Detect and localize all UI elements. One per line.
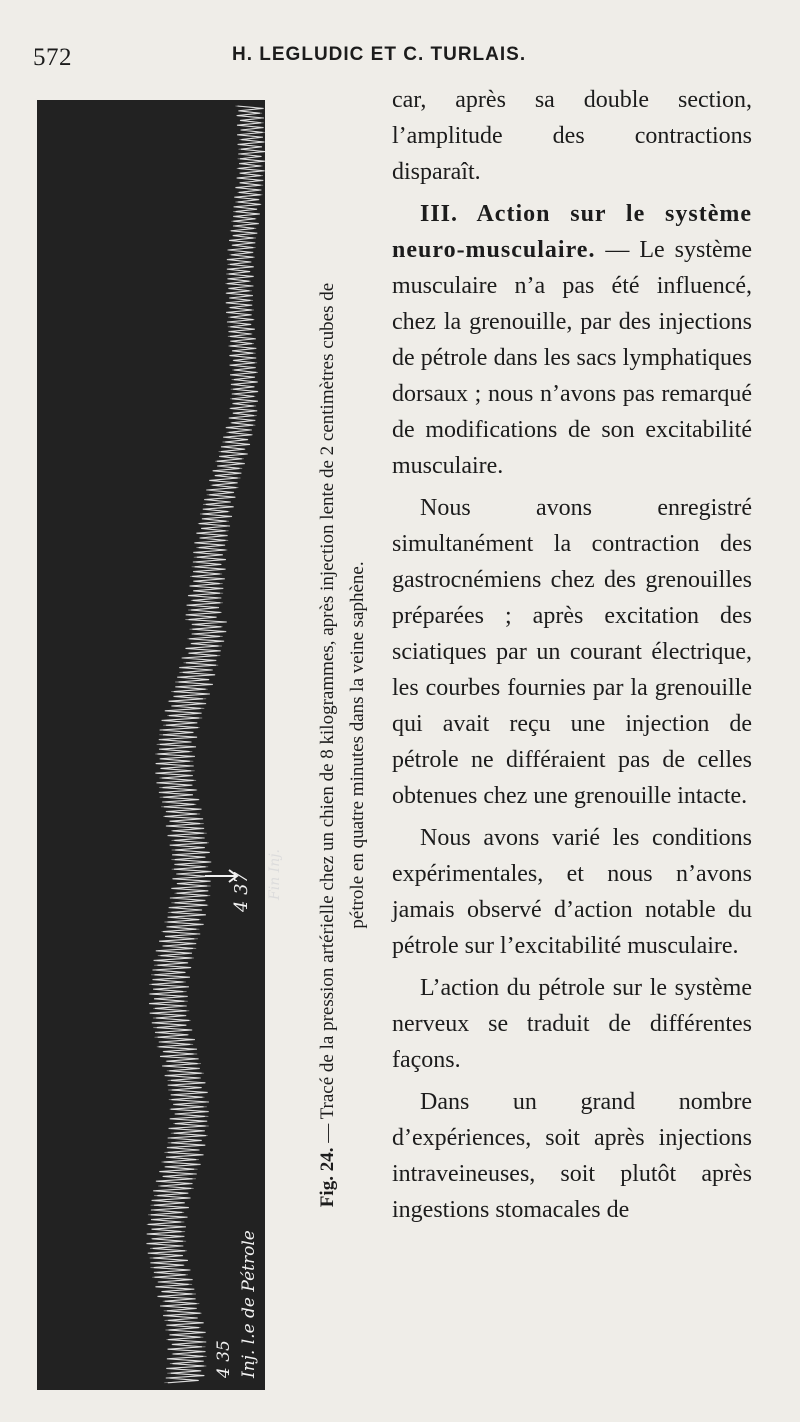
annotation-end-note: Fin Inj. (267, 849, 283, 900)
page-number: 572 (33, 44, 72, 71)
paragraph-1: car, après sa double section, l’amplitude des contractions disparaît. (392, 87, 752, 185)
paragraph-5: L’action du pétrole sur le système nerveux se traduit de différentes façons. (392, 975, 752, 1073)
caption-text-1: — Tracé de la pression artérielle chez un chien de 8 kilogrammes, après injection lente de 2 centimètres cubes de (317, 282, 338, 1148)
caption-line-2: pétrole en quatre minutes dans la veine saphène. (347, 561, 368, 929)
annotation-time-start: 4 35 (214, 1340, 234, 1378)
blood-pressure-trace (37, 100, 283, 1390)
section-heading: III. Action sur le système neuro-musculaire. (392, 201, 752, 263)
trace-figure (37, 100, 283, 1390)
figure-caption (313, 100, 373, 1390)
body-text (392, 82, 752, 1228)
paragraph-2 (392, 196, 752, 484)
paragraph-4: Nous avons varié les conditions expérimentales, et nous n’avons jamais observé d’action notable du pétrole sur l’excitabilité musculaire. (392, 825, 752, 959)
paragraph-2-text: — Le système musculaire n’a pas été influencé, chez la grenouille, par des injections de pétrole dans les sacs lymphatiques dorsaux ; nous n’avons pas remarqué de modifications de son excitabilité musculaire. (392, 237, 752, 479)
paragraph-6: Dans un grand nombre d’expériences, soit après injections intraveineuses, soit plutôt après ingestions stomacales de (392, 1089, 752, 1223)
caption-line-1 (313, 100, 343, 1390)
running-head: H. LEGLUDIC ET C. TURLAIS. (232, 44, 527, 65)
paragraph-3: Nous avons enregistré simultanément la contraction des gastrocnémiens chez des grenouilles préparées ; après excitation des sciatiques par un courant électrique, les courbes fournies par la grenouille qui avait reçu une injection de pétrole ne différaient pas de celles obtenues chez une grenouille intacte. (392, 495, 752, 809)
annotation-time-end: 4 37 (231, 871, 252, 912)
figure-label: Fig. 24. (317, 1147, 338, 1208)
annotation-injection-note: Inj. l.e de Pétrole (239, 1230, 259, 1378)
